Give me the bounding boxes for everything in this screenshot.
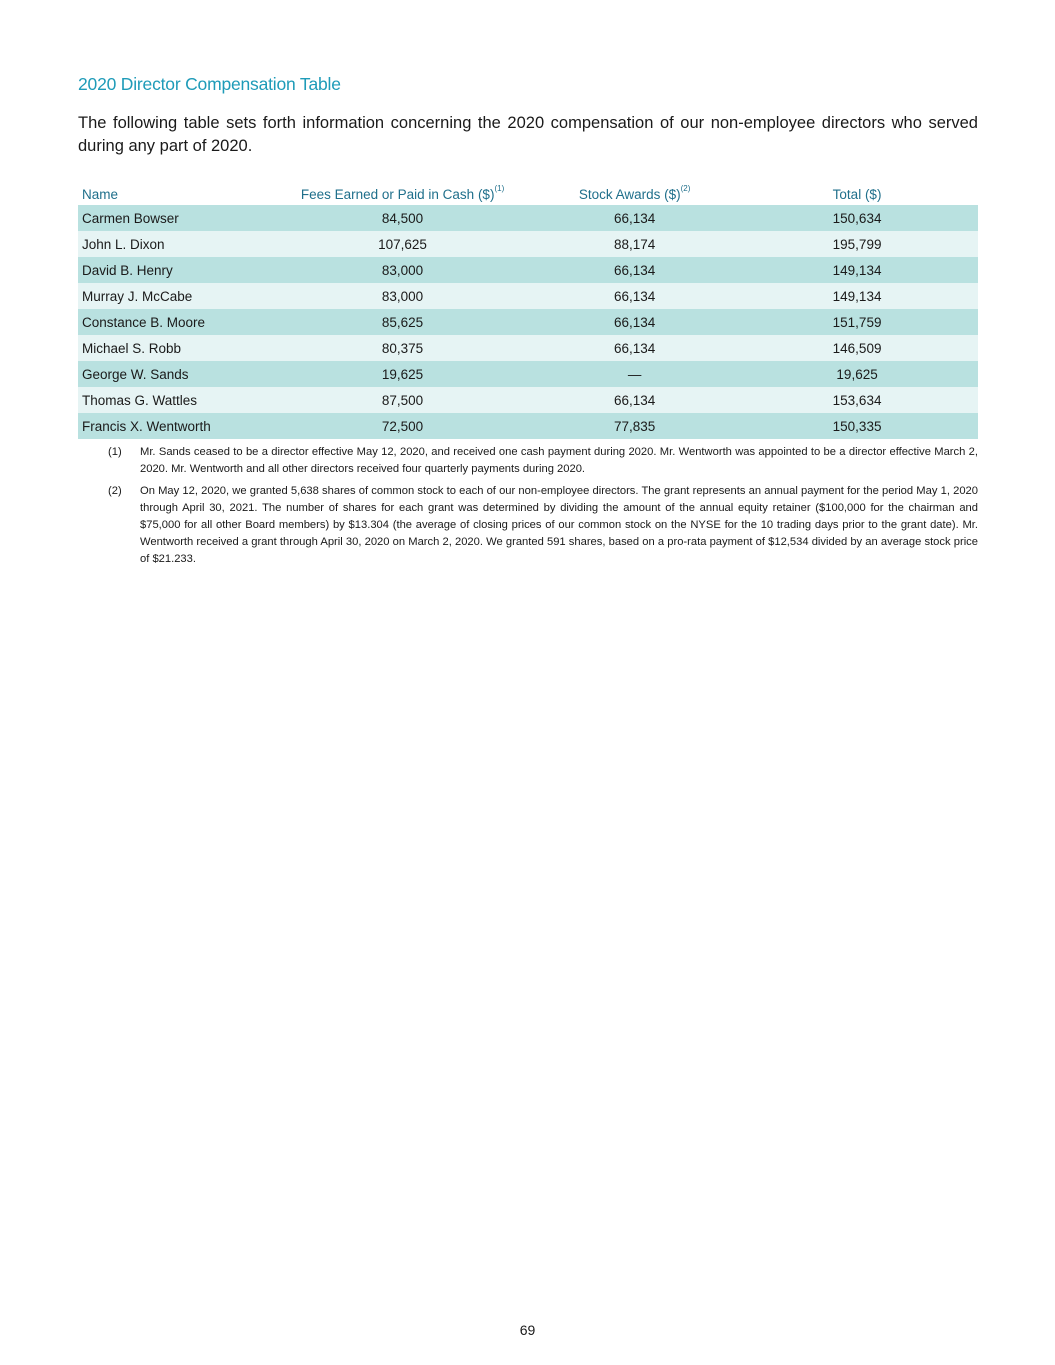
cell-name: Thomas G. Wattles <box>78 387 272 413</box>
table-header-row <box>78 178 978 205</box>
cell-total: 151,759 <box>736 309 978 335</box>
cell-fees: 72,500 <box>272 413 533 439</box>
table-row <box>78 413 978 439</box>
cell-name: George W. Sands <box>78 361 272 387</box>
header-stock-footnote-ref: (2) <box>680 184 691 193</box>
cell-total: 146,509 <box>736 335 978 361</box>
cell-total: 19,625 <box>736 361 978 387</box>
header-stock <box>533 178 736 205</box>
cell-name: Constance B. Moore <box>78 309 272 335</box>
cell-stock: 66,134 <box>533 257 736 283</box>
cell-stock: — <box>533 361 736 387</box>
table-row <box>78 205 978 231</box>
footnote-text: Mr. Sands ceased to be a director effective May 12, 2020, and received one cash payment during 2020. Mr. Wentworth was appointed to be a director effective March 2, 2020. Mr. Wentworth and all other directors received four quarterly payments during 2020. <box>140 446 978 475</box>
intro-paragraph: The following table sets forth information concerning the 2020 compensation of our non-employee directors who served during any part of 2020. <box>78 114 978 155</box>
cell-total: 149,134 <box>736 257 978 283</box>
header-name: Name <box>82 187 119 202</box>
table-row <box>78 283 978 309</box>
cell-fees: 80,375 <box>272 335 533 361</box>
header-fees-footnote-ref: (1) <box>494 184 505 193</box>
cell-total: 150,634 <box>736 205 978 231</box>
page-number: 69 <box>519 1322 536 1338</box>
footnotes <box>108 444 978 573</box>
cell-fees: 19,625 <box>272 361 533 387</box>
cell-name: Francis X. Wentworth <box>78 413 272 439</box>
cell-fees: 85,625 <box>272 309 533 335</box>
cell-fees: 83,000 <box>272 257 533 283</box>
header-fees-label: Fees Earned or Paid in Cash ($) <box>300 187 495 202</box>
table-row <box>78 231 978 257</box>
cell-stock: 88,174 <box>533 231 736 257</box>
cell-stock: 66,134 <box>533 309 736 335</box>
footnote-number: (2) <box>108 485 122 497</box>
cell-stock: 66,134 <box>533 387 736 413</box>
header-total: Total ($) <box>832 187 882 202</box>
director-compensation-table <box>78 178 978 439</box>
cell-stock: 66,134 <box>533 335 736 361</box>
header-fees <box>272 178 533 205</box>
cell-stock: 77,835 <box>533 413 736 439</box>
table-row <box>78 309 978 335</box>
footnote-number: (1) <box>108 446 122 458</box>
cell-name: Carmen Bowser <box>78 205 272 231</box>
table-row <box>78 361 978 387</box>
table-row <box>78 335 978 361</box>
footnote <box>108 483 978 568</box>
cell-name: Michael S. Robb <box>78 335 272 361</box>
cell-name: Murray J. McCabe <box>78 283 272 309</box>
cell-total: 153,634 <box>736 387 978 413</box>
cell-name: David B. Henry <box>78 257 272 283</box>
cell-name: John L. Dixon <box>78 231 272 257</box>
cell-total: 149,134 <box>736 283 978 309</box>
table-row <box>78 257 978 283</box>
cell-total: 150,335 <box>736 413 978 439</box>
cell-fees: 84,500 <box>272 205 533 231</box>
cell-fees: 107,625 <box>272 231 533 257</box>
cell-total: 195,799 <box>736 231 978 257</box>
cell-fees: 83,000 <box>272 283 533 309</box>
cell-stock: 66,134 <box>533 283 736 309</box>
footnote <box>108 444 978 478</box>
header-stock-label: Stock Awards ($) <box>578 187 681 202</box>
cell-stock: 66,134 <box>533 205 736 231</box>
footnote-text: On May 12, 2020, we granted 5,638 shares of common stock to each of our non-employee directors. The grant represents an annual payment for the period May 1, 2020 through April 30, 2021. The number of shares for each grant was determined by dividing the amount of the annual equity retainer ($100,000 for the chairman and $75,000 for all other Board members) by $13.304 (the average of closing prices of our common stock on the NYSE for the 10 trading days prior to the grant date). Mr. Wentworth received a grant through April 30, 2020 on March 2, 2020. We granted 591 shares, based on a pro-rata payment of $12,534 divided by an average stock price of $21.233. <box>140 485 978 565</box>
table-row <box>78 387 978 413</box>
section-heading: 2020 Director Compensation Table <box>78 74 341 94</box>
cell-fees: 87,500 <box>272 387 533 413</box>
